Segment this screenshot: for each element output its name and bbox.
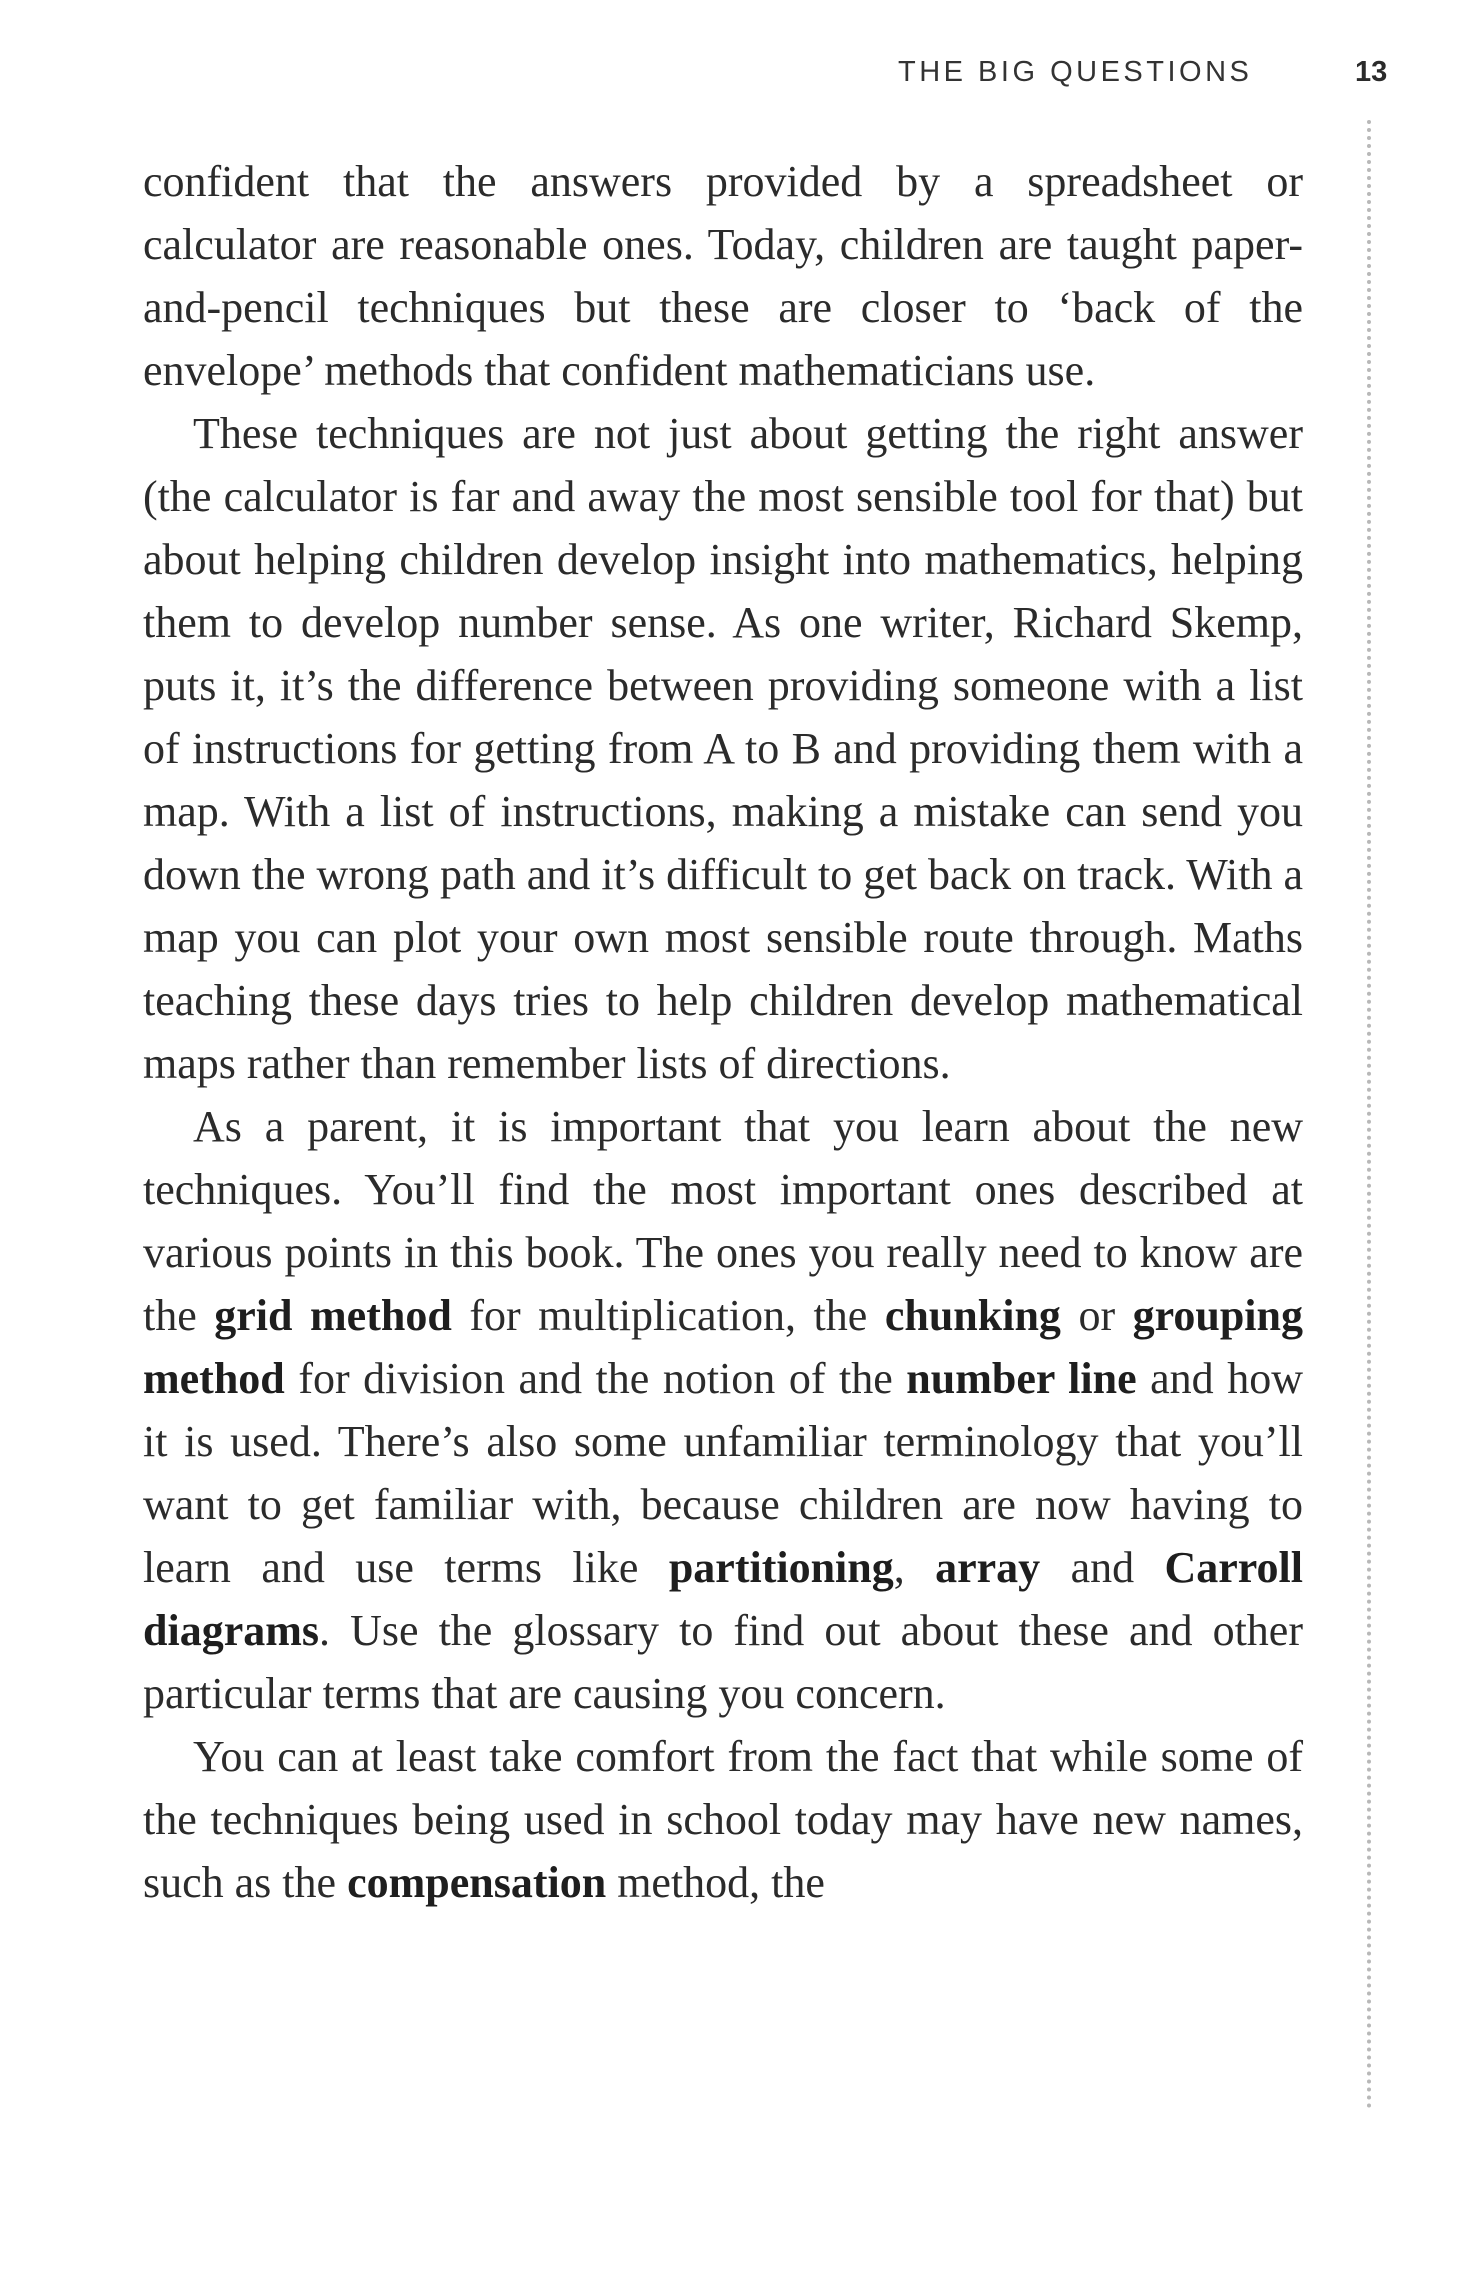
term-compensation: compensation [347, 1858, 607, 1907]
text-segment: As a parent, it is important that you learn about the new techniques. You’ll find the most important ones described at various points in this book. The ones you really need to know are the [143, 1102, 1303, 1340]
running-head: THE BIG QUESTIONS [898, 56, 1253, 88]
text-segment: . Use the glossary to find out about these and other particular terms that are causing you concern. [143, 1606, 1303, 1718]
term-carroll-diagrams: Carroll diagrams [143, 1543, 1303, 1655]
paragraph-4 [143, 1725, 1303, 1914]
term-number-line: number line [906, 1354, 1137, 1403]
text-segment: You can at least take comfort from the fact that while some of the techniques being used in school today may have new names, such as the [143, 1732, 1303, 1907]
text-segment: method, the [606, 1858, 825, 1907]
text-segment: These techniques are not just about getting the right answer (the calculator is far and away the most sensible tool for that) but about helping children develop insight into mathematics, helping them to develop number sense. As one writer, Richard Skemp, puts it, it’s the difference between providing someone with a list of instructions for getting from A to B and providing them with a map. With a list of instructions, making a mistake can send you down the wrong path and it’s difficult to get back on track. With a map you can plot your own most sensible route through. Maths teaching these days tries to help children develop mathematical maps rather than remember lists of directions. [143, 409, 1303, 1088]
paragraph-1 [143, 150, 1303, 402]
term-array: array [935, 1543, 1041, 1592]
term-partitioning: partitioning [668, 1543, 894, 1592]
paragraph-3 [143, 1095, 1303, 1725]
margin-dotted-rule [1367, 120, 1371, 2110]
text-segment: for multiplication, the [451, 1291, 885, 1340]
term-grouping-method: grouping method [143, 1291, 1303, 1403]
page-number: 13 [1355, 56, 1388, 88]
text-segment: and how it is used. There’s also some unfamiliar terminology that you’ll want to get familiar with, because children are now having to learn and use terms like [143, 1354, 1303, 1592]
term-grid-method: grid method [214, 1291, 452, 1340]
body-text [143, 150, 1303, 1914]
term-chunking: chunking [884, 1291, 1061, 1340]
text-segment: confident that the answers provided by a spreadsheet or calculator are reasonable ones. Today, children are taught paper-and-pencil techniques but these are closer to ‘back of the envelope’ methods that confident mathematicians use. [143, 157, 1303, 395]
text-segment: and [1040, 1543, 1165, 1592]
paragraph-2 [143, 402, 1303, 1095]
text-segment: for division and the notion of the [284, 1354, 907, 1403]
text-segment: , [893, 1543, 936, 1592]
text-segment: or [1060, 1291, 1133, 1340]
